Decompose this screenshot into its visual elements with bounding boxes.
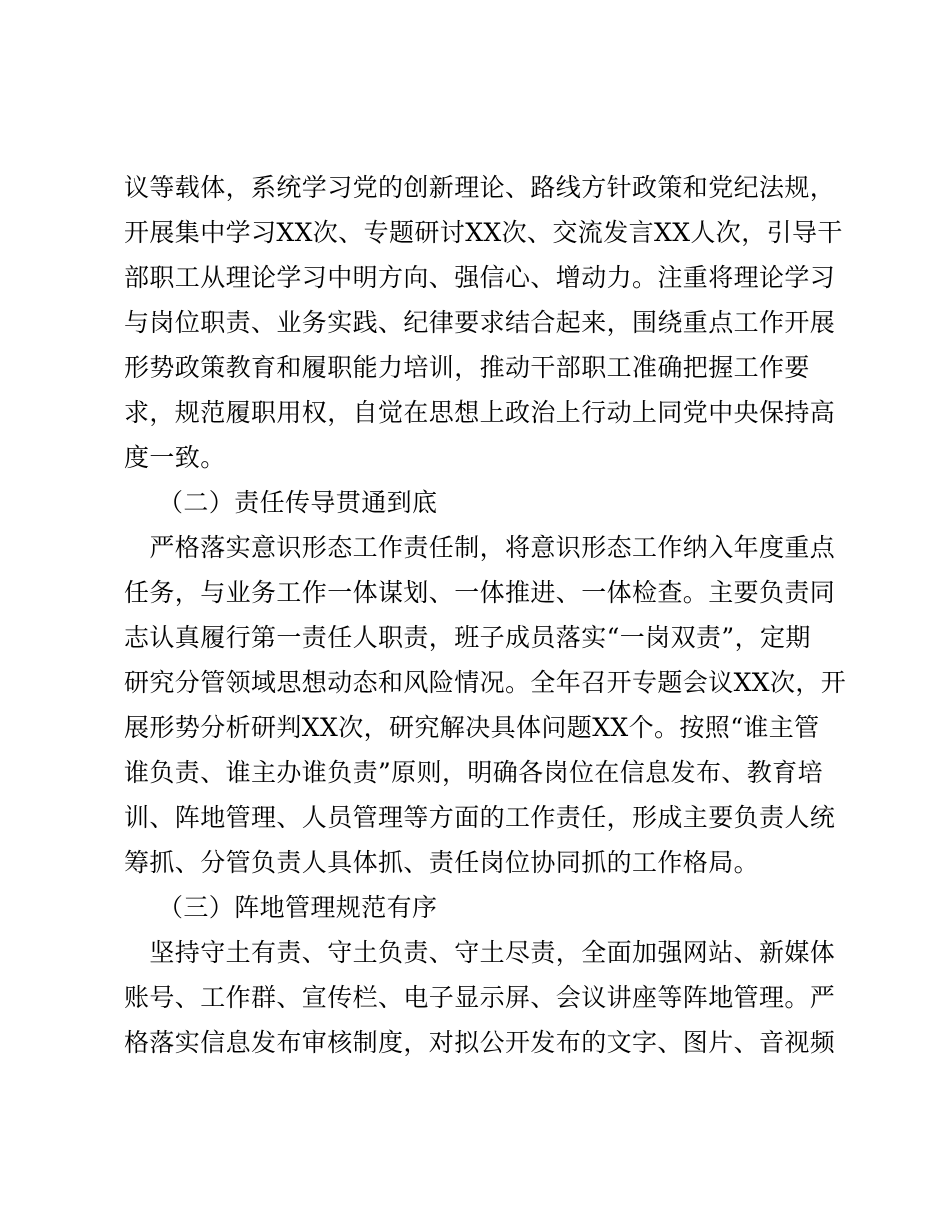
para1-line-5: 形势政策教育和履职能力培训，推动干部职工准确把握工作要: [124, 353, 810, 382]
para2-line-1: 严格落实意识形态工作责任制，将意识形态工作纳入年度重点: [124, 533, 836, 562]
para2-line-4: 研究分管领域思想动态和风险情况。全年召开专题会议XX次，开: [124, 668, 847, 697]
para1-line-6: 求，规范履职用权，自觉在思想上政治上行动上同党中央保持高: [124, 398, 836, 427]
para1-line-2: 开展集中学习XX次、专题研讨XX次、交流发言XX人次，引导干: [124, 218, 843, 247]
para2-line-7: 训、阵地管理、人员管理等方面的工作责任，形成主要负责人统: [124, 803, 836, 832]
para2-line-6: 谁负责、谁主办谁负责”原则，明确各岗位在信息发布、教育培: [124, 758, 823, 787]
para3-line-3: 格落实信息发布审核制度，对拟公开发布的文字、图片、音视频: [124, 1028, 836, 1057]
para1-line-3: 部职工从理论学习中明方向、强信心、增动力。注重将理论学习: [124, 263, 836, 292]
para3-line-1: 坚持守土有责、守土负责、守土尽责，全面加强网站、新媒体: [124, 938, 836, 967]
section-heading-2: （二）责任传导贯通到底: [158, 488, 438, 517]
para2-line-8: 筹抓、分管负责人具体抓、责任岗位协同抓的工作格局。: [124, 848, 760, 877]
para1-line-7: 度一致。: [124, 443, 226, 472]
section-heading-3: （三）阵地管理规范有序: [158, 893, 438, 922]
para2-line-5: 展形势分析研判XX次，研究解决具体问题XX个。按照“谁主管: [124, 713, 820, 742]
para1-line-4: 与岗位职责、业务实践、纪律要求结合起来，围绕重点工作开展: [124, 308, 836, 337]
para3-line-2: 账号、工作群、宣传栏、电子显示屏、会议讲座等阵地管理。严: [124, 983, 836, 1012]
para1-line-1: 议等载体，系统学习党的创新理论、路线方针政策和党纪法规，: [124, 173, 836, 202]
para2-line-3: 志认真履行第一责任人职责，班子成员落实“一岗双责”，定期: [124, 623, 811, 652]
para2-line-2: 任务，与业务工作一体谋划、一体推进、一体检查。主要负责同: [124, 578, 836, 607]
